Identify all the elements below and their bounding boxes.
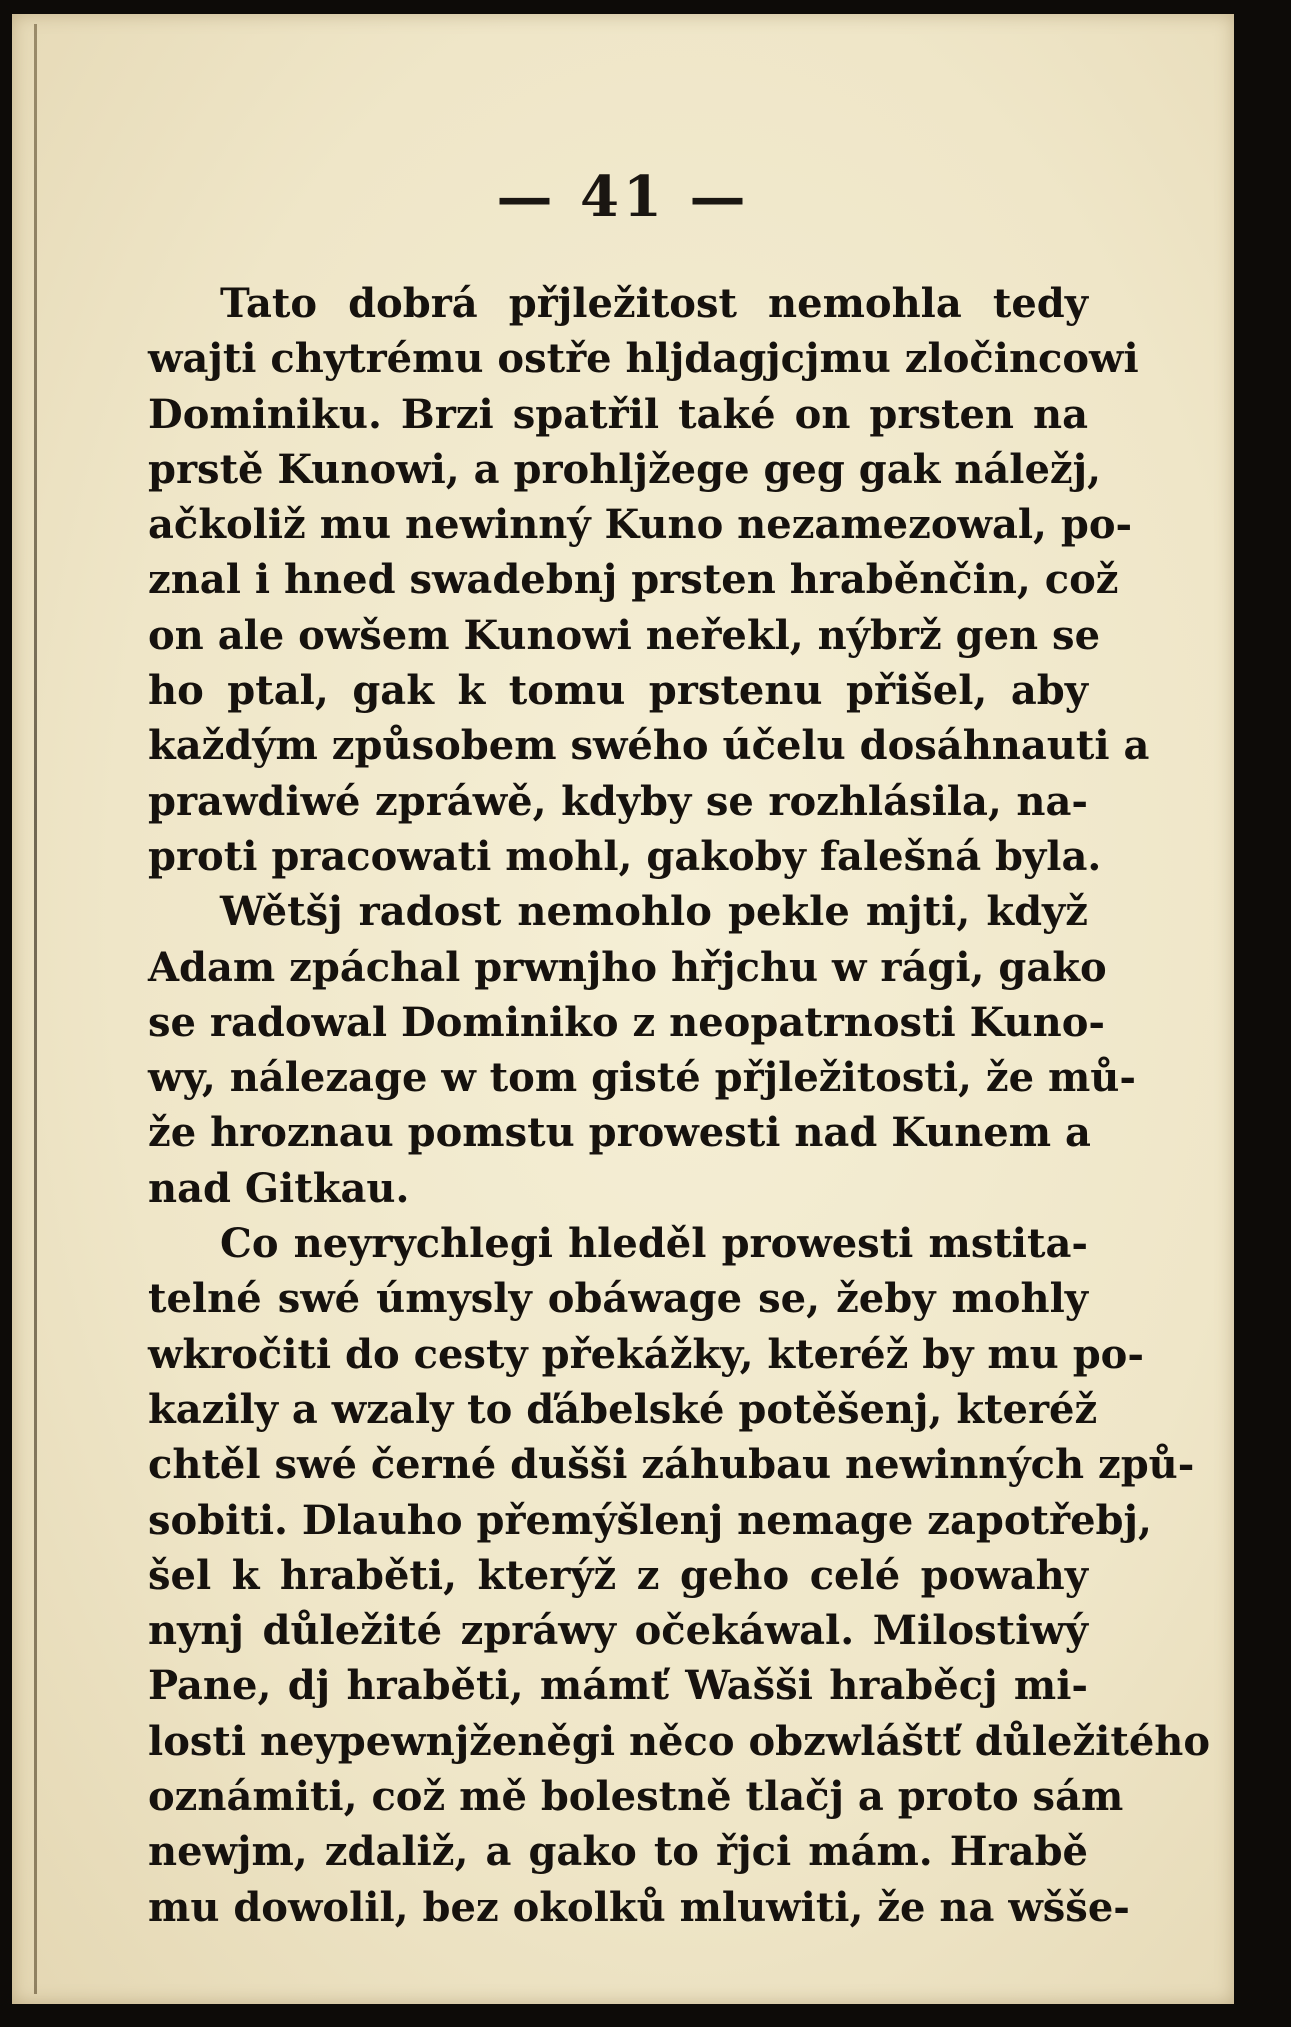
- text-line: ho ptal, gak k tomu prstenu přišel, aby: [148, 667, 1088, 715]
- text-line: wkročiti do cesty překážky, kteréž by mu po-: [148, 1330, 1144, 1378]
- text-line: Co neyrychlegi hleděl prowesti mstita-: [220, 1220, 1088, 1268]
- text-line: každým způsobem swého účelu dosáhnauti a: [148, 722, 1150, 770]
- text-line: on ale owšem Kunowi neřekl, nýbrž gen se: [148, 611, 1101, 659]
- text-line: mu dowolil, bez okolků mluwiti, že na wšše-: [148, 1883, 1130, 1931]
- text-line: kazily a wzaly to ďábelské potěšenj, kteréž: [148, 1385, 1098, 1433]
- text-line: newjm, zdaliž, a gako to řjci mám. Hrabě: [148, 1828, 1088, 1876]
- text-line: nynj důležité zpráwy očekáwal. Milostiwý: [148, 1607, 1088, 1655]
- text-line: znal i hned swadebnj prsten hraběnčin, což: [148, 556, 1119, 604]
- text-line: Adam zpáchal prwnjho hřjchu w rági, gako: [148, 943, 1107, 991]
- text-line: chtěl swé černé dušši záhubau newinných způ-: [148, 1441, 1195, 1489]
- page-gutter-edge: [34, 24, 37, 1994]
- text-line: že hroznau pomstu prowesti nad Kunem a: [148, 1109, 1091, 1157]
- text-line: Dominiku. Brzi spatřil také on prsten na: [148, 390, 1088, 438]
- text-line: šel k hraběti, kterýž z geho celé powahy: [148, 1551, 1088, 1599]
- text-line: se radowal Dominiko z neopatrnosti Kuno-: [148, 998, 1105, 1046]
- text-line: losti neypewnjženěgi něco obzwláštť důležitého: [148, 1717, 1211, 1765]
- page-number: — 41 —: [496, 164, 750, 230]
- text-line: telné swé úmysly obáwage se, žeby mohly: [148, 1275, 1088, 1323]
- text-line: wy, nálezage w tom gisté přjležitosti, že mů-: [148, 1054, 1136, 1102]
- text-line: Pane, dj hraběti, mámť Wašši hraběcj mi-: [148, 1662, 1088, 1710]
- book-page: [12, 14, 1234, 2004]
- body-text: [148, 276, 1211, 1935]
- text-line: wajti chytrému ostře hljdagjcjmu zločincowi: [148, 335, 1139, 383]
- text-line: oznámiti, což mě bolestně tlačj a proto sám: [148, 1773, 1124, 1821]
- text-line: ačkoliž mu newinný Kuno nezamezowal, po-: [148, 501, 1133, 549]
- text-line: nad Gitkau.: [148, 1164, 410, 1212]
- text-line: proti pracowati mohl, gakoby falešná byla.: [148, 832, 1102, 880]
- text-line: sobiti. Dlauho přemýšlenj nemage zapotřebj,: [148, 1496, 1152, 1544]
- text-line: Tato dobrá přjležitost nemohla tedy: [220, 280, 1088, 327]
- text-line: Wětšj radost nemohlo pekle mjti, když: [220, 888, 1088, 936]
- text-line: prawdiwé zpráwě, kdyby se rozhlásila, na-: [148, 777, 1088, 825]
- text-line: prstě Kunowi, a prohljžege geg gak náležj,: [148, 445, 1102, 493]
